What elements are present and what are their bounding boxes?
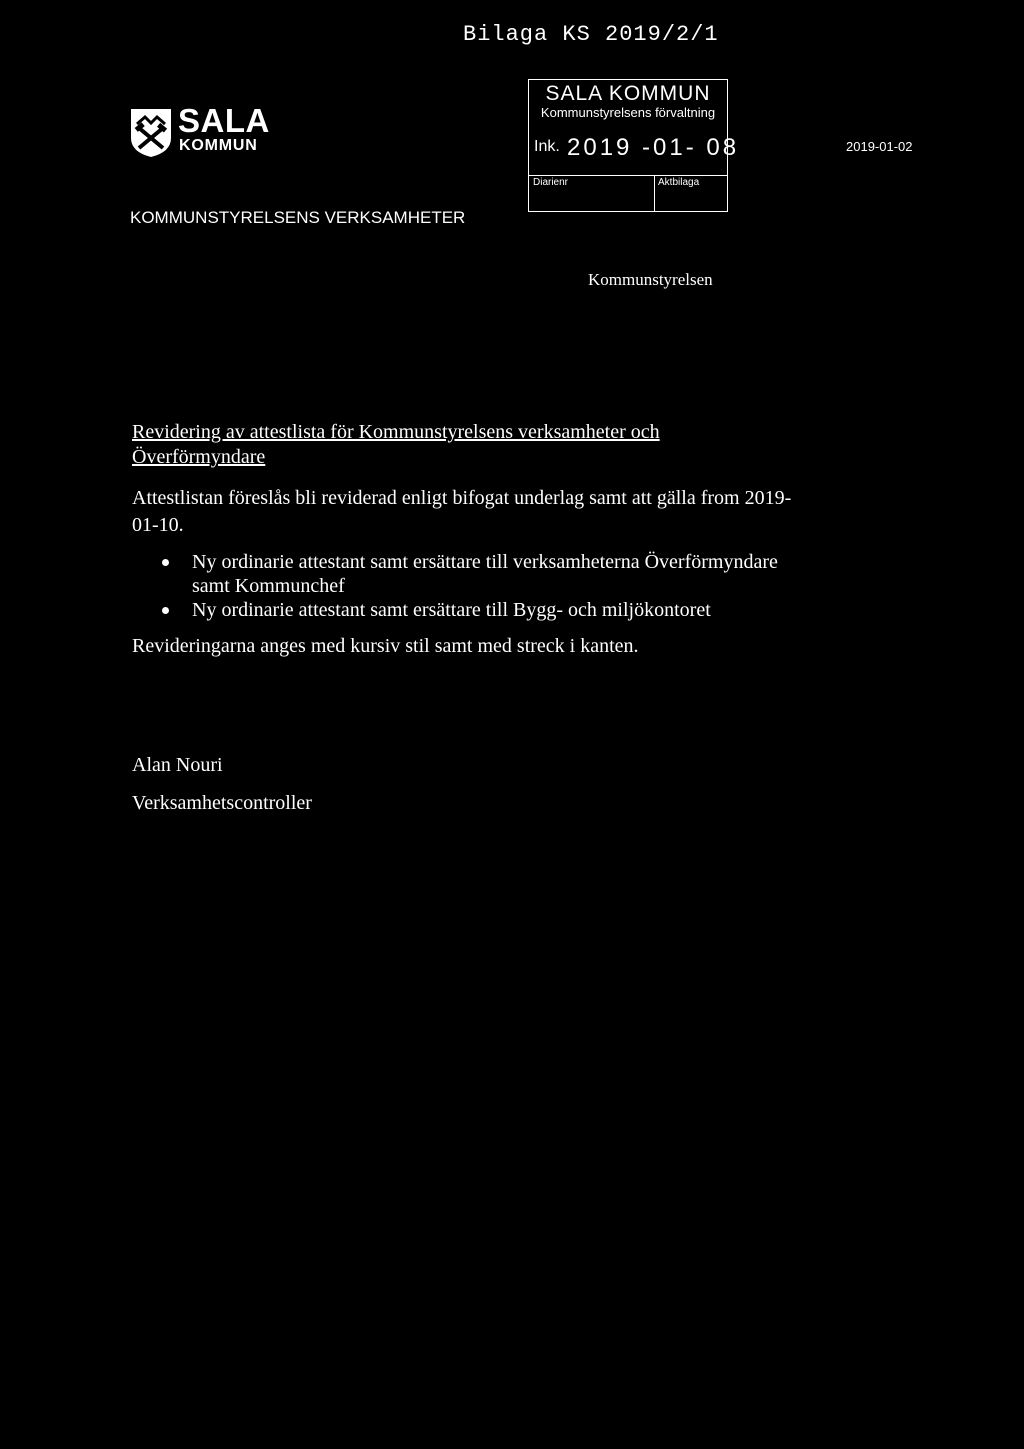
logo-subtitle: KOMMUN (179, 137, 258, 154)
stamp-divider (529, 175, 727, 176)
document-date: 2019-01-02 (846, 139, 913, 154)
attachment-reference: Bilaga KS 2019/2/1 (463, 22, 719, 47)
list-item (132, 598, 812, 622)
signer-name: Alan Nouri (132, 754, 223, 776)
stamp-aktbilaga-label: Aktbilaga (658, 177, 700, 188)
sala-kommun-logo (130, 102, 280, 164)
list-item-text: Ny ordinarie attestant samt ersättare till verksamheterna Överförmyndare samt Kommunchef (192, 551, 778, 597)
body-paragraph: Attestlistan föreslås bli reviderad enligt bifogat underlag samt att gälla from 2019-01-10. (132, 487, 792, 536)
stamp-subtitle: Kommunstyrelsens förvaltning (540, 105, 716, 120)
changes-list (132, 550, 812, 622)
stamp-diarienr-label: Diarienr (533, 177, 569, 188)
stamp-received-date: 2019 -01- 08 (567, 134, 740, 161)
received-stamp (528, 79, 740, 212)
coat-of-arms-icon (130, 108, 172, 158)
document-heading: Revidering av attestlista för Kommunstyrelsens verksamheter och Överförmyndare (132, 421, 660, 468)
department-name: KOMMUNSTYRELSENS VERKSAMHETER (130, 208, 466, 227)
revision-note: Revideringarna anges med kursiv stil samt med streck i kanten. (132, 635, 639, 657)
list-item (132, 550, 812, 598)
signer-title: Verksamhetscontroller (132, 792, 312, 814)
bullet-icon (162, 607, 169, 614)
logo-name: SALA (178, 102, 270, 139)
stamp-ink-label: Ink. (534, 138, 560, 155)
list-item-text: Ny ordinarie attestant samt ersättare till Bygg- och miljökontoret (192, 599, 711, 621)
recipient: Kommunstyrelsen (588, 270, 713, 289)
bullet-icon (162, 559, 169, 566)
stamp-column-divider (654, 175, 655, 211)
stamp-title: SALA KOMMUN (545, 82, 711, 105)
